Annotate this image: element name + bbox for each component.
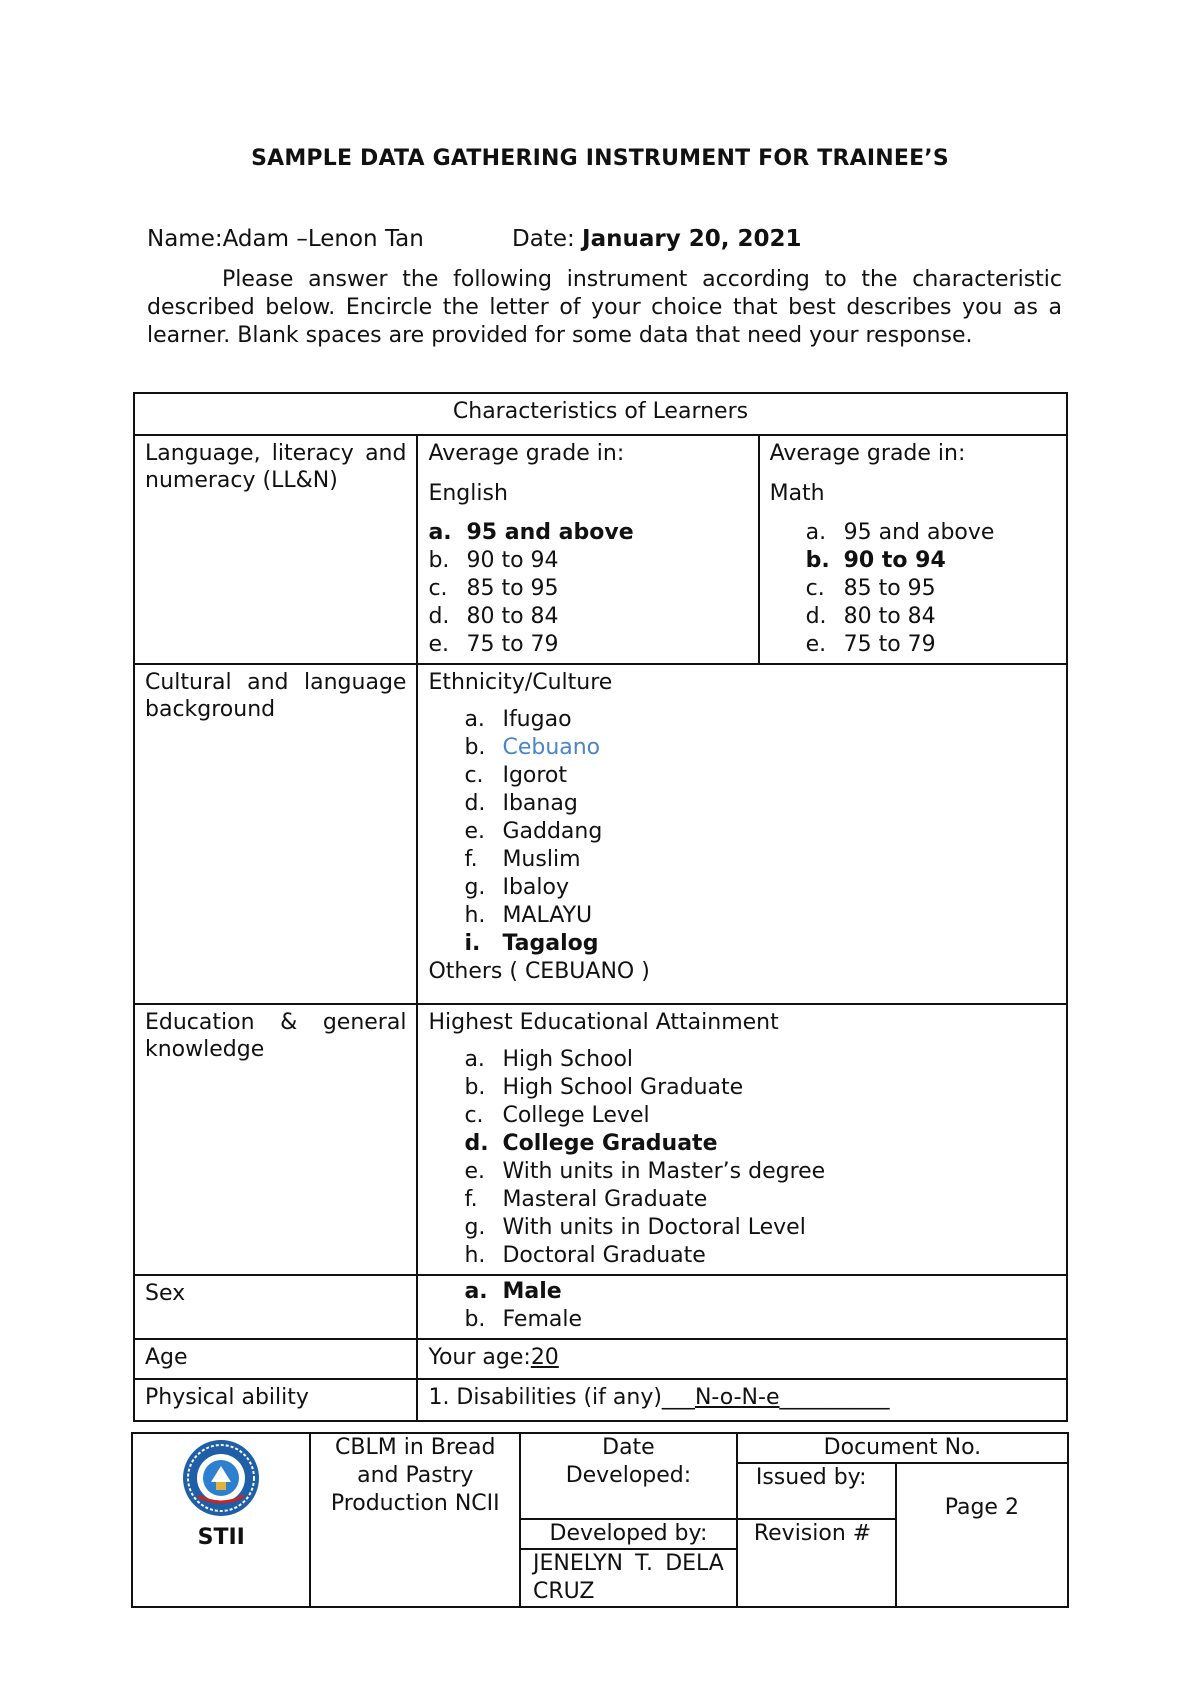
document-no-label: Document No. [737,1433,1068,1463]
education-options [428,1046,1056,1270]
option-english-b[interactable]: b. 90 to 94 [428,548,559,573]
physical-cell [417,1379,1067,1421]
culture-cell [417,664,1067,1004]
option-culture-g[interactable]: g. Ibaloy [464,875,569,900]
option-math-c[interactable]: c. 85 to 95 [805,576,936,601]
revision-label: Revision # [737,1519,896,1607]
option-culture-i[interactable]: i. Tagalog [464,931,599,956]
disabilities-input[interactable]: N-o-N-e [694,1385,780,1410]
option-culture-b[interactable]: b. Cebuano [464,735,601,760]
option-sex-a[interactable]: a. Male [464,1279,562,1304]
date-developed-label: Date Developed: [520,1433,737,1519]
date-label: Date: [512,226,583,252]
module-title: CBLM in Bread and Pastry Production NCII [310,1433,520,1607]
option-education-d[interactable]: d. College Graduate [464,1131,718,1156]
age-input[interactable]: 20 [530,1345,559,1370]
lln-label: Language, literacy and numeracy (LL&N) [134,435,417,664]
option-english-c[interactable]: c. 85 to 95 [428,576,559,601]
org-name: STII [197,1525,245,1550]
logo-cell [132,1433,310,1607]
disabilities-blank: __________ [779,1385,890,1410]
option-culture-d[interactable]: d. Ibanag [464,791,578,816]
name-date-line [147,226,802,252]
english-subject: English [428,481,508,506]
culture-heading: Ethnicity/Culture [428,670,613,695]
issued-by-label: Issued by: [737,1463,896,1519]
age-prompt: Your age: [428,1345,531,1370]
option-math-e[interactable]: e. 75 to 79 [805,632,936,657]
option-education-g[interactable]: g. With units in Doctoral Level [464,1215,806,1240]
math-heading: Average grade in: [769,441,966,466]
trainee-name: Name:Adam –Lenon Tan [147,226,424,252]
english-heading: Average grade in: [428,441,625,466]
option-education-b[interactable]: b. High School Graduate [464,1075,744,1100]
date-value: January 20, 2021 [582,226,802,252]
education-label: Education & general knowledge [134,1004,417,1275]
developer-name: JENELYN T. DELA CRUZ [520,1549,737,1607]
english-grade-cell [417,435,758,664]
learner-characteristics-table [133,392,1068,1422]
option-math-a[interactable]: a. 95 and above [805,520,995,545]
math-options [770,519,1056,659]
option-culture-h[interactable]: h. MALAYU [464,903,593,928]
physical-label: Physical ability [134,1379,417,1421]
instructions: Please answer the following instrument according to the characteristic described below. Encircle the letter of your choice that best describes you as a learner. Blank spaces are provided for some data that need your response. [147,267,1062,348]
sex-options [428,1278,1056,1334]
page-number: Page 2 [896,1463,1068,1607]
option-education-c[interactable]: c. College Level [464,1103,650,1128]
math-subject: Math [769,481,825,506]
culture-options [428,706,1056,958]
table-header: Characteristics of Learners [134,393,1067,435]
education-heading: Highest Educational Attainment [428,1010,779,1035]
option-culture-f[interactable]: f. Muslim [464,847,581,872]
option-english-a[interactable]: a. 95 and above [428,520,634,545]
option-education-e[interactable]: e. With units in Master’s degree [464,1159,826,1184]
option-culture-c[interactable]: c. Igorot [464,763,568,788]
option-english-e[interactable]: e. 75 to 79 [428,632,559,657]
developed-by-label: Developed by: [520,1519,737,1549]
sex-cell [417,1275,1067,1339]
option-education-f[interactable]: f. Masteral Graduate [464,1187,708,1212]
disabilities-item: 1. Disabilities (if any)___ [428,1385,695,1410]
sex-label: Sex [134,1275,417,1339]
date-field [512,226,802,252]
age-cell [417,1339,1067,1379]
option-math-b[interactable]: b. 90 to 94 [805,548,946,573]
option-education-a[interactable]: a. High School [464,1047,634,1072]
option-education-h[interactable]: h. Doctoral Graduate [464,1243,706,1268]
culture-label: Cultural and language background [134,664,417,1004]
education-cell [417,1004,1067,1275]
seal-logo-icon [178,1438,264,1518]
option-english-d[interactable]: d. 80 to 84 [428,604,559,629]
english-options [428,519,747,659]
math-grade-cell [759,435,1067,664]
option-culture-e[interactable]: e. Gaddang [464,819,603,844]
option-sex-b[interactable]: b. Female [464,1307,582,1332]
footer-table [131,1432,1069,1608]
option-culture-a[interactable]: a. Ifugao [464,707,572,732]
age-label: Age [134,1339,417,1379]
document-title: SAMPLE DATA GATHERING INSTRUMENT FOR TRAINEE’S [251,146,949,171]
option-math-d[interactable]: d. 80 to 84 [805,604,936,629]
culture-others: Others ( CEBUANO ) [428,959,650,984]
